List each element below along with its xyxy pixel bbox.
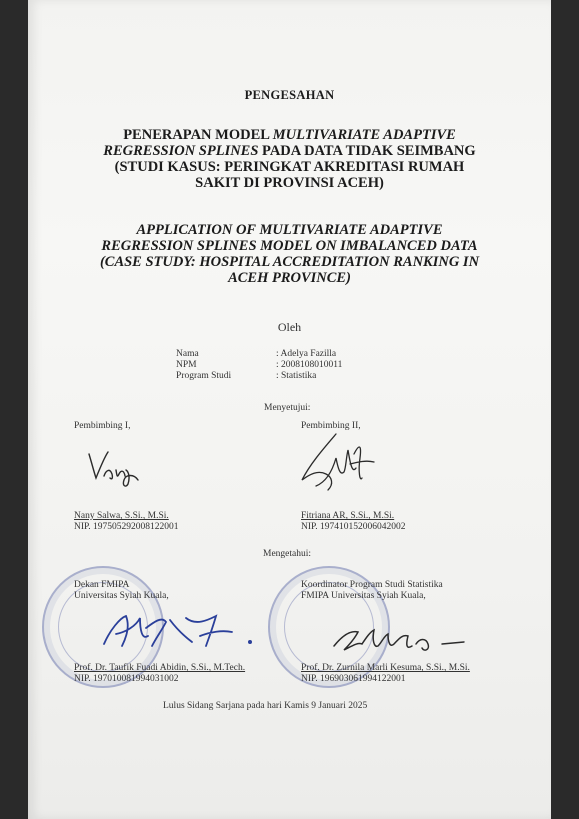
npm-label: NPM — [176, 360, 197, 370]
dekan-signature — [100, 606, 260, 656]
title-en-line2: REGRESSION SPLINES MODEL ON IMBALANCED DATA — [101, 238, 478, 254]
title-english — [0, 222, 579, 286]
title-en-line1: APPLICATION OF MULTIVARIATE ADAPTIVE — [136, 222, 443, 238]
title-indonesian — [0, 127, 579, 191]
pembimbing2-signature — [296, 428, 382, 500]
page-heading: PENGESAHAN — [244, 88, 335, 102]
koordinator-role1: Koordinator Program Studi Statistika — [301, 580, 443, 590]
title-id-line2-italic: REGRESSION SPLINES — [103, 143, 259, 159]
dekan-name: Prof. Dr. Taufik Fuadi Abidin, S.Si., M.Tech. — [74, 663, 246, 673]
pembimbing1-nip: NIP. 197505292008122001 — [74, 522, 179, 532]
nama-value: : Adelya Fazilla — [276, 349, 337, 359]
prodi-label: Program Studi — [176, 371, 232, 381]
prodi-value: : Statistika — [276, 371, 317, 381]
koordinator-signature — [328, 616, 488, 660]
pembimbing2-nip: NIP. 197410152006042002 — [301, 522, 406, 532]
pembimbing2-role: Pembimbing II, — [301, 421, 361, 431]
dekan-role1: Dekan FMIPA — [74, 580, 130, 590]
title-en-line4: ACEH PROVINCE) — [228, 270, 351, 286]
mengetahui-label: Mengetahui: — [263, 549, 312, 559]
koordinator-name: Prof. Dr. Zurnila Marli Kesuma, S.Si., M.Si. — [301, 663, 470, 673]
koordinator-nip: NIP. 196903061994122001 — [301, 674, 406, 684]
title-id-line1-pre: PENERAPAN MODEL — [123, 127, 273, 143]
title-id-line1-italic: MULTIVARIATE ADAPTIVE — [272, 127, 456, 143]
lulus-sidang-text: Lulus Sidang Sarjana pada hari Kamis 9 Januari 2025 — [163, 701, 368, 711]
menyetujui-label: Menyetujui: — [264, 403, 311, 413]
pembimbing1-signature — [86, 446, 146, 490]
student-meta — [176, 349, 342, 382]
title-id-line2-post: PADA DATA TIDAK SEIMBANG — [258, 143, 476, 159]
npm-value: : 2008108010011 — [276, 360, 343, 370]
pembimbing1-role: Pembimbing I, — [74, 421, 131, 431]
title-id-line4: SAKIT DI PROVINSI ACEH) — [195, 175, 384, 191]
nama-label: Nama — [176, 349, 199, 359]
koordinator-role2: FMIPA Universitas Syiah Kuala, — [301, 591, 426, 601]
title-en-line3: (CASE STUDY: HOSPITAL ACCREDITATION RANKING IN — [99, 254, 480, 270]
oleh-label: Oleh — [277, 320, 302, 334]
pembimbing1-name: Nany Salwa, S.Si., M.Si. — [74, 511, 169, 521]
dekan-role2: Universitas Syiah Kuala, — [74, 591, 169, 601]
title-id-line3: (STUDI KASUS: PERINGKAT AKREDITASI RUMAH — [114, 159, 465, 175]
pembimbing2-name: Fitriana AR, S.Si., M.Si. — [301, 511, 395, 521]
dekan-nip: NIP. 197010081994031002 — [74, 674, 179, 684]
